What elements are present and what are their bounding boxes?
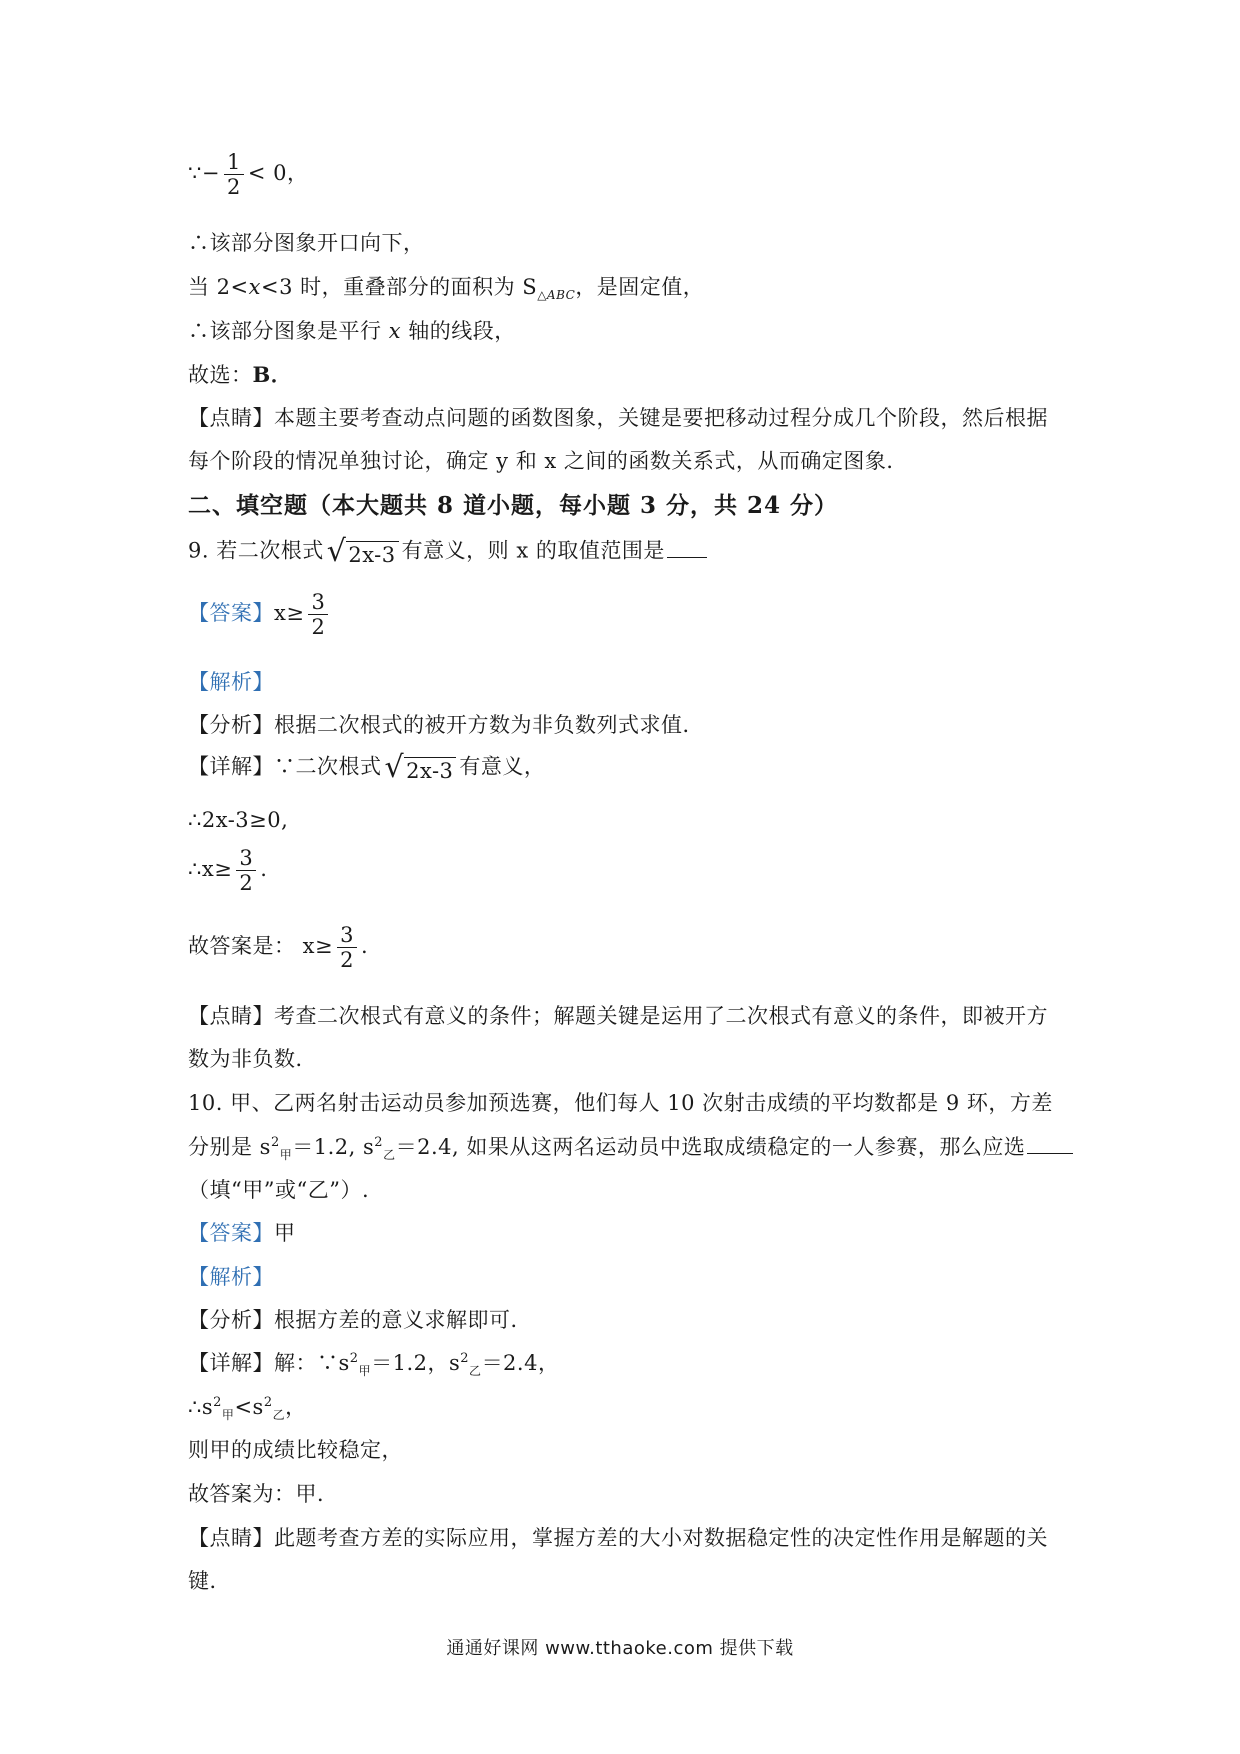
fraction-three-halves: $\frac{3}{2}$ (337, 923, 357, 972)
prev-line-2: ∴该部分图象开口向下， (188, 231, 425, 255)
q9-question: 9. 若二次根式 √ 2x-3 有意义，则 x 的取值范围是 (188, 537, 707, 567)
page-footer: 通通好课网 www.tthaoke.com 提供下载 (446, 1638, 794, 1659)
q9-step-1: ∴2x-3≥0, (188, 808, 289, 832)
q10-question-3: （填“甲”或“乙”）. (188, 1178, 370, 1202)
q9-step-2: ∴x≥ $\frac{3}{2}$ . (188, 846, 268, 896)
q10-analysis: 【分析】根据方差的意义求解即可． (188, 1308, 532, 1332)
q10-question-1: 10. 甲、乙两名射击运动员参加预选赛，他们每人 10 次射击成绩的平均数都是 9 环，方差 (188, 1091, 1053, 1115)
q10-answer: 【答案】甲 (188, 1221, 296, 1245)
prev-line-5: 故选：B． (188, 362, 293, 387)
q10-step-1: $\therefore s^2_甲<s^2_乙$， (188, 1395, 307, 1423)
prev-dianjing-1: 【点睛】本题主要考查动点问题的函数图象，关键是要把移动过程分成几个阶段，然后根据 (188, 406, 1048, 430)
prev-line-4: ∴该部分图象是平行 x 轴的线段， (188, 319, 516, 343)
prev-dianjing-2: 每个阶段的情况单独讨论，确定 y 和 x 之间的函数关系式，从而确定图象． (188, 449, 908, 473)
q10-dianjing-1: 【点睛】此题考查方差的实际应用，掌握方差的大小对数据稳定性的决定性作用是解题的关 (188, 1526, 1048, 1550)
fraction-three-halves: $\frac{3}{2}$ (308, 590, 328, 639)
q9-jiexi-tag: 【解析】 (188, 670, 274, 694)
section-title: 二、填空题（本大题共 8 道小题，每小题 3 分，共 24 分） (188, 492, 839, 519)
fraction-one-half: $\frac{1}{2}$ (224, 150, 244, 199)
q9-dianjing-2: 数为非负数． (188, 1047, 317, 1071)
answer-blank (1027, 1153, 1073, 1154)
fraction-three-halves: $\frac{3}{2}$ (236, 846, 256, 895)
q10-step-2: 则甲的成绩比较稳定， (188, 1438, 403, 1462)
prev-line-1: ∵− $\frac{1}{2}$ < 0， (188, 150, 309, 200)
q10-step-3: 故答案为：甲． (188, 1482, 339, 1506)
q9-step-3: 故答案是： x≥ $\frac{3}{2}$ . (188, 923, 369, 973)
q10-dianjing-2: 键． (188, 1569, 231, 1593)
q9-answer: 【答案】x≥ $\frac{3}{2}$ (188, 590, 332, 639)
q10-detail: 【详解】解：$\because s^2_甲=1.2$，$s^2_乙=2.4$， (188, 1351, 560, 1379)
prev-line-3: 当 2<x<3 时，重叠部分的面积为 $S_{\triangle ABC}$，是固定值， (188, 275, 705, 303)
q10-question-2: 分别是 $s^2_甲=1.2$, $s^2_乙=2.4$, 如果从这两名运动员中选取成绩稳定的一人参赛，那么应选 (188, 1135, 1073, 1160)
answer-blank (667, 557, 707, 558)
q9-analysis: 【分析】根据二次根式的被开方数为非负数列式求值． (188, 713, 704, 737)
q9-detail: 【详解】∵二次根式 √ 2x-3 有意义， (188, 750, 546, 785)
sqrt-expression: √ 2x-3 (327, 537, 399, 567)
q10-jiexi-tag: 【解析】 (188, 1265, 274, 1289)
q9-dianjing-1: 【点睛】考查二次根式有意义的条件；解题关键是运用了二次根式有意义的条件，即被开方 (188, 1004, 1048, 1028)
sqrt-expression: √ 2x-3 (385, 753, 457, 783)
